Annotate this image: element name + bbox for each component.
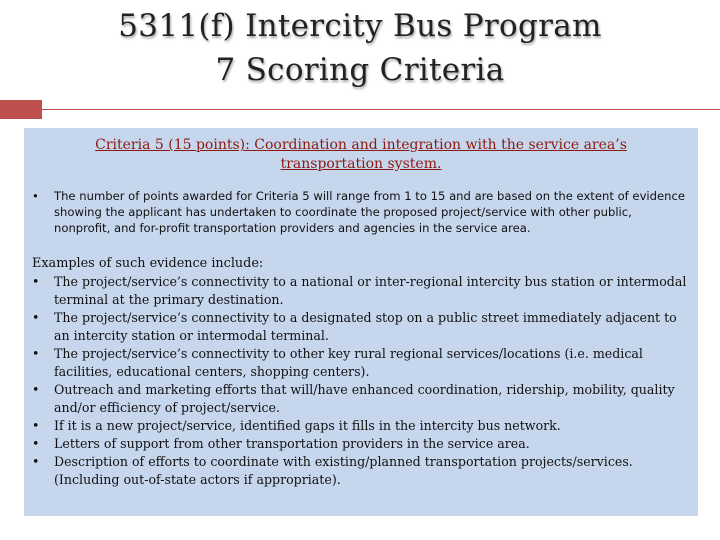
bullet-icon: • [32,274,40,289]
bullet-icon: • [32,310,40,325]
examples-title: Examples of such evidence include: [32,256,264,271]
list-item [32,345,690,381]
list-item-text: The project/service’s connectivity to a national or inter-regional intercity bus station or intermodal terminal at the primary destination. [54,274,687,307]
list-item-text: If it is a new project/service, identified gaps it fills in the intercity bus network. [54,418,561,433]
bullet-icon: • [32,418,40,433]
accent-block [0,100,42,119]
list-item-text: Outreach and marketing efforts that will/have enhanced coordination, ridership, mobility, quality and/or efficiency of project/service. [54,382,675,415]
criteria-panel [24,128,698,516]
slide-title [0,4,720,92]
bullet-icon: • [32,454,40,469]
list-item-text: Letters of support from other transportation providers in the service area. [54,436,530,451]
list-item [32,273,690,309]
intro-text: The number of points awarded for Criteria 5 will range from 1 to 15 and are based on the extent of evidence showing the applicant has undertaken to coordinate the proposed project/service with other public, nonprofit, and for-profit transportation providers and agencies in the service area. [54,189,685,235]
criteria-heading: Criteria 5 (15 points): Coordination and integration with the service area’s transportation system. [95,137,627,172]
accent-rule [42,109,720,110]
list-item [32,417,690,435]
intro-bullet-item [32,188,690,236]
list-item-text: The project/service’s connectivity to other key rural regional services/locations (i.e. medical facilities, educational centers, shopping centers). [54,346,643,379]
bullet-icon: • [32,346,40,361]
list-item [32,453,690,489]
list-item [32,381,690,417]
list-item-text: Description of efforts to coordinate with existing/planned transportation projects/services. (Including out-of-state actors if appropriate). [54,454,633,487]
bullet-icon: • [32,189,39,203]
slide-title-line-1: 5311(f) Intercity Bus Program [118,8,602,44]
list-item [32,435,690,453]
bullet-icon: • [32,436,40,451]
slide-title-line-2: 7 Scoring Criteria [215,52,505,88]
bullet-icon: • [32,382,40,397]
examples-list [32,273,690,489]
list-item-text: The project/service’s connectivity to a designated stop on a public street immediately adjacent to an intercity station or intermodal terminal. [54,310,677,343]
list-item [32,309,690,345]
